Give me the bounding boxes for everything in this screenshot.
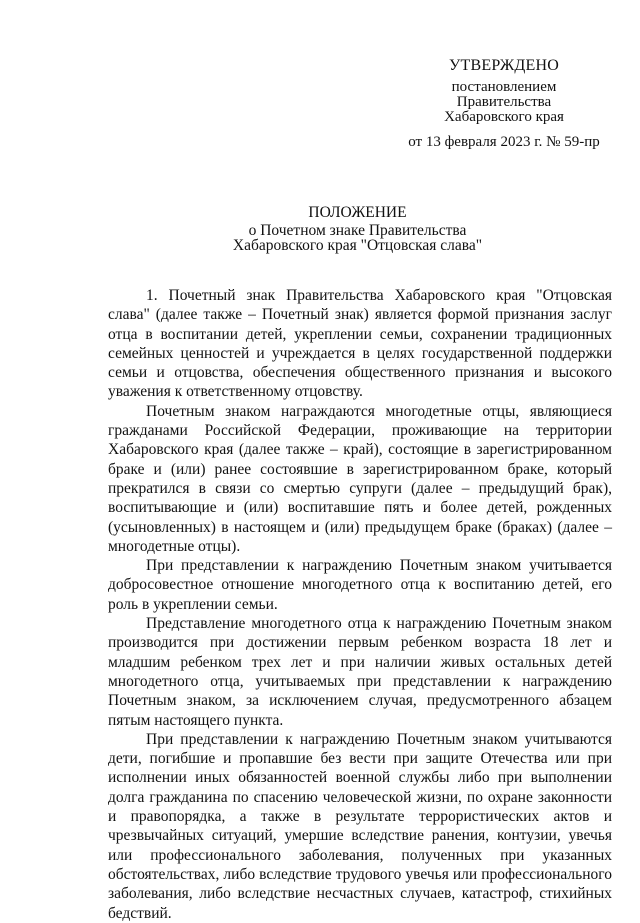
- approval-line-3: Хабаровского края: [444, 109, 564, 125]
- paragraph-4: Представление многодетного отца к награждению Почетным знаком производится при достижении первым ребенком возраста 18 лет и младшим ребенком трех лет и при наличии живых остальных детей многодетного отца, учитываемых при представлении к награждению Почетным знаком, за исключением случая, предусмотренного абзацем пятым настоящего пункта.: [108, 615, 612, 729]
- document-body: [108, 286, 612, 923]
- approval-date-line: от 13 февраля 2023 г. № 59-пр: [408, 134, 600, 150]
- approval-heading: УТВЕРЖДЕНО: [448, 57, 559, 74]
- approval-line-1: постановлением: [451, 79, 557, 95]
- document-title-block: [0, 205, 640, 254]
- approval-block: [404, 58, 604, 150]
- paragraph-2: Почетным знаком награждаются многодетные отцы, являющиеся гражданами Российской Федерации, проживающие на территории Хабаровского края (далее также – край), состоящие в зарегистрированном браке и (или) ранее состоявшие в зарегистрированном браке, который прекратился в связи со смертью супруги (далее – предыдущий брак), воспитывающие и (или) воспитавшие пять и более детей, рожденных (усыновленных) в настоящем и (или) предыдущем браке (браках) (далее – многодетные отцы).: [108, 402, 612, 555]
- paragraph-3: При представлении к награждению Почетным знаком учитывается добросовестное отношение многодетного отца к воспитанию детей, его роль в укреплении семьи.: [108, 557, 612, 613]
- paragraph-5: При представлении к награждению Почетным знаком учитываются дети, погибшие и пропавшие без вести при защите Отечества или при исполнении иных обязанностей военной службы либо при выполнении долга гражданина по спасению человеческой жизни, по охране законности и правопорядка, а также в результате террористических актов и чрезвычайных ситуаций, умершие вследствие ранения, контузии, увечья или профессионального заболевания, полученных при указанных обстоятельствах, либо вследствие трудового увечья или профессионального заболевания, либо вследствие несчастных случаев, катастроф, стихийных бедствий.: [108, 730, 612, 922]
- paragraph-1: 1. Почетный знак Правительства Хабаровского края "Отцовская слава" (далее также – Почетный знак) является формой признания заслуг отца в воспитании детей, укреплении семьи, сохранении традиционных семейных ценностей и учреждается в целях государственной поддержки семьи и отцовства, обеспечения общественного признания и высокого уважения к ответственному отцовству.: [108, 287, 612, 401]
- approval-line-2: Правительства: [456, 94, 552, 110]
- document-subtitle-line-2: Хабаровского края "Отцовская слава": [232, 237, 483, 254]
- document-title: ПОЛОЖЕНИЕ: [308, 204, 407, 221]
- document-subtitle-line-1: о Почетном знаке Правительства: [248, 221, 467, 239]
